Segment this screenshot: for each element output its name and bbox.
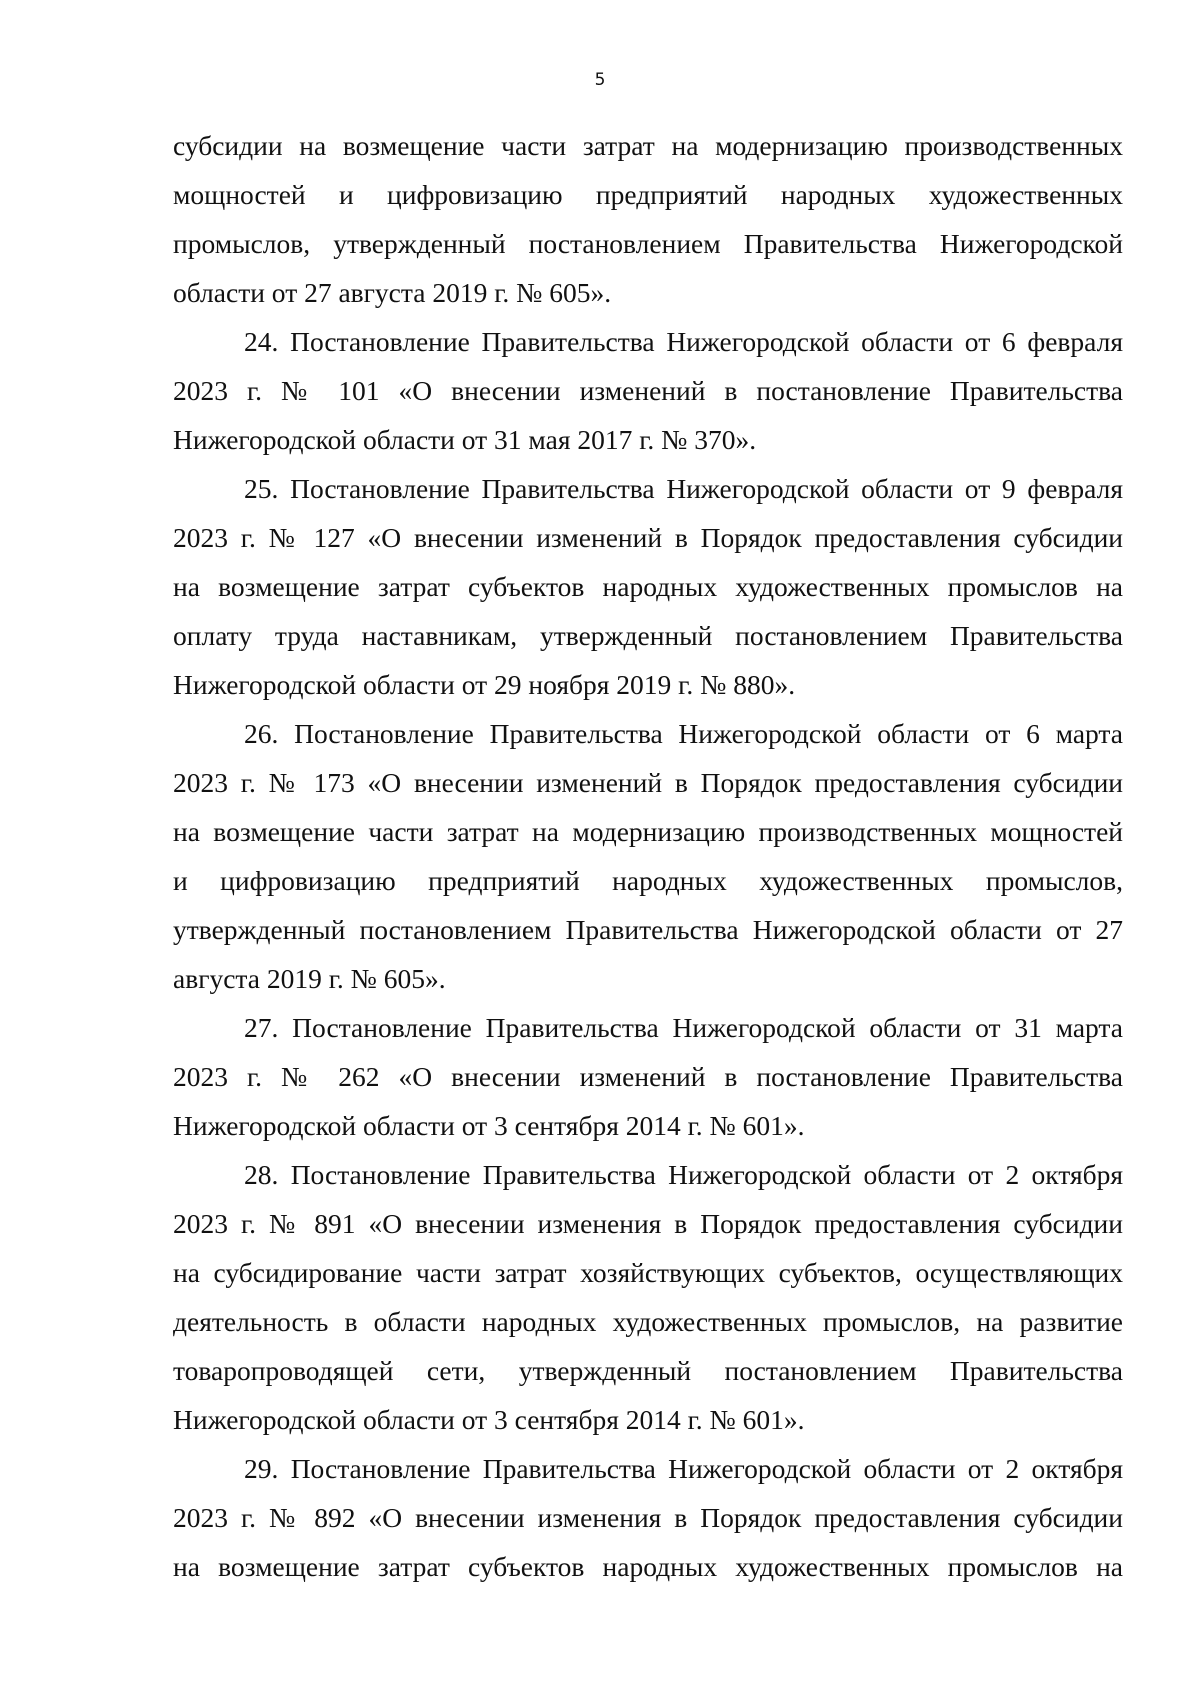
text-line: на возмещение части затрат на модернизацию производственных мощностей [173,816,1123,847]
text-line: товаропроводящей сети, утвержденный постановлением Правительства [173,1355,1123,1386]
text-line: 27. Постановление Правительства Нижегородской области от 31 марта [244,1012,1123,1043]
text-line: 2023 г. № 173 «О внесении изменений в Порядок предоставления субсидии [173,767,1123,798]
text-line: 2023 г. № 101 «О внесении изменений в постановление Правительства [173,375,1123,406]
text-line: Нижегородской области от 3 сентября 2014 г. № 601». [173,1110,805,1141]
paragraph-item-29 [173,1444,1123,1591]
text-line: деятельность в области народных художественных промыслов, на развитие [173,1306,1123,1337]
paragraph-item-28 [173,1150,1123,1444]
text-line: Нижегородской области от 31 мая 2017 г. № 370». [173,424,757,455]
text-line: 26. Постановление Правительства Нижегородской области от 6 марта [244,718,1123,749]
text-line: области от 27 августа 2019 г. № 605». [173,277,612,308]
text-line: августа 2019 г. № 605». [173,963,446,994]
text-line: 2023 г. № 262 «О внесении изменений в постановление Правительства [173,1061,1123,1092]
paragraph-item-27 [173,1003,1123,1150]
text-line: оплату труда наставникам, утвержденный постановлением Правительства [173,620,1123,651]
text-line: Нижегородской области от 29 ноября 2019 г. № 880». [173,669,796,700]
paragraph-item-26 [173,709,1123,1003]
document-body [173,121,1123,1591]
text-line: на субсидирование части затрат хозяйствующих субъектов, осуществляющих [173,1257,1123,1288]
text-line: мощностей и цифровизацию предприятий народных художественных [173,179,1123,210]
text-line: утвержденный постановлением Правительства Нижегородской области от 27 [173,914,1123,945]
text-line: на возмещение затрат субъектов народных художественных промыслов на [173,571,1123,602]
text-line: 28. Постановление Правительства Нижегородской области от 2 октября [244,1159,1123,1190]
paragraph-continuation [173,121,1123,317]
text-line: 24. Постановление Правительства Нижегородской области от 6 февраля [244,326,1123,357]
text-line: на возмещение затрат субъектов народных художественных промыслов на [173,1551,1123,1582]
paragraph-item-24 [173,317,1123,464]
text-line: и цифровизацию предприятий народных художественных промыслов, [173,865,1123,896]
text-line: 29. Постановление Правительства Нижегородской области от 2 октября [244,1453,1123,1484]
text-line: субсидии на возмещение части затрат на модернизацию производственных [173,130,1123,161]
page-number: 5 [594,70,606,90]
text-line: промыслов, утвержденный постановлением Правительства Нижегородской [173,228,1123,259]
text-line: 2023 г. № 127 «О внесении изменений в Порядок предоставления субсидии [173,522,1123,553]
paragraph-item-25 [173,464,1123,709]
text-line: 2023 г. № 892 «О внесении изменения в Порядок предоставления субсидии [173,1502,1123,1533]
text-line: 25. Постановление Правительства Нижегородской области от 9 февраля [244,473,1123,504]
text-line: 2023 г. № 891 «О внесении изменения в Порядок предоставления субсидии [173,1208,1123,1239]
text-line: Нижегородской области от 3 сентября 2014 г. № 601». [173,1404,805,1435]
